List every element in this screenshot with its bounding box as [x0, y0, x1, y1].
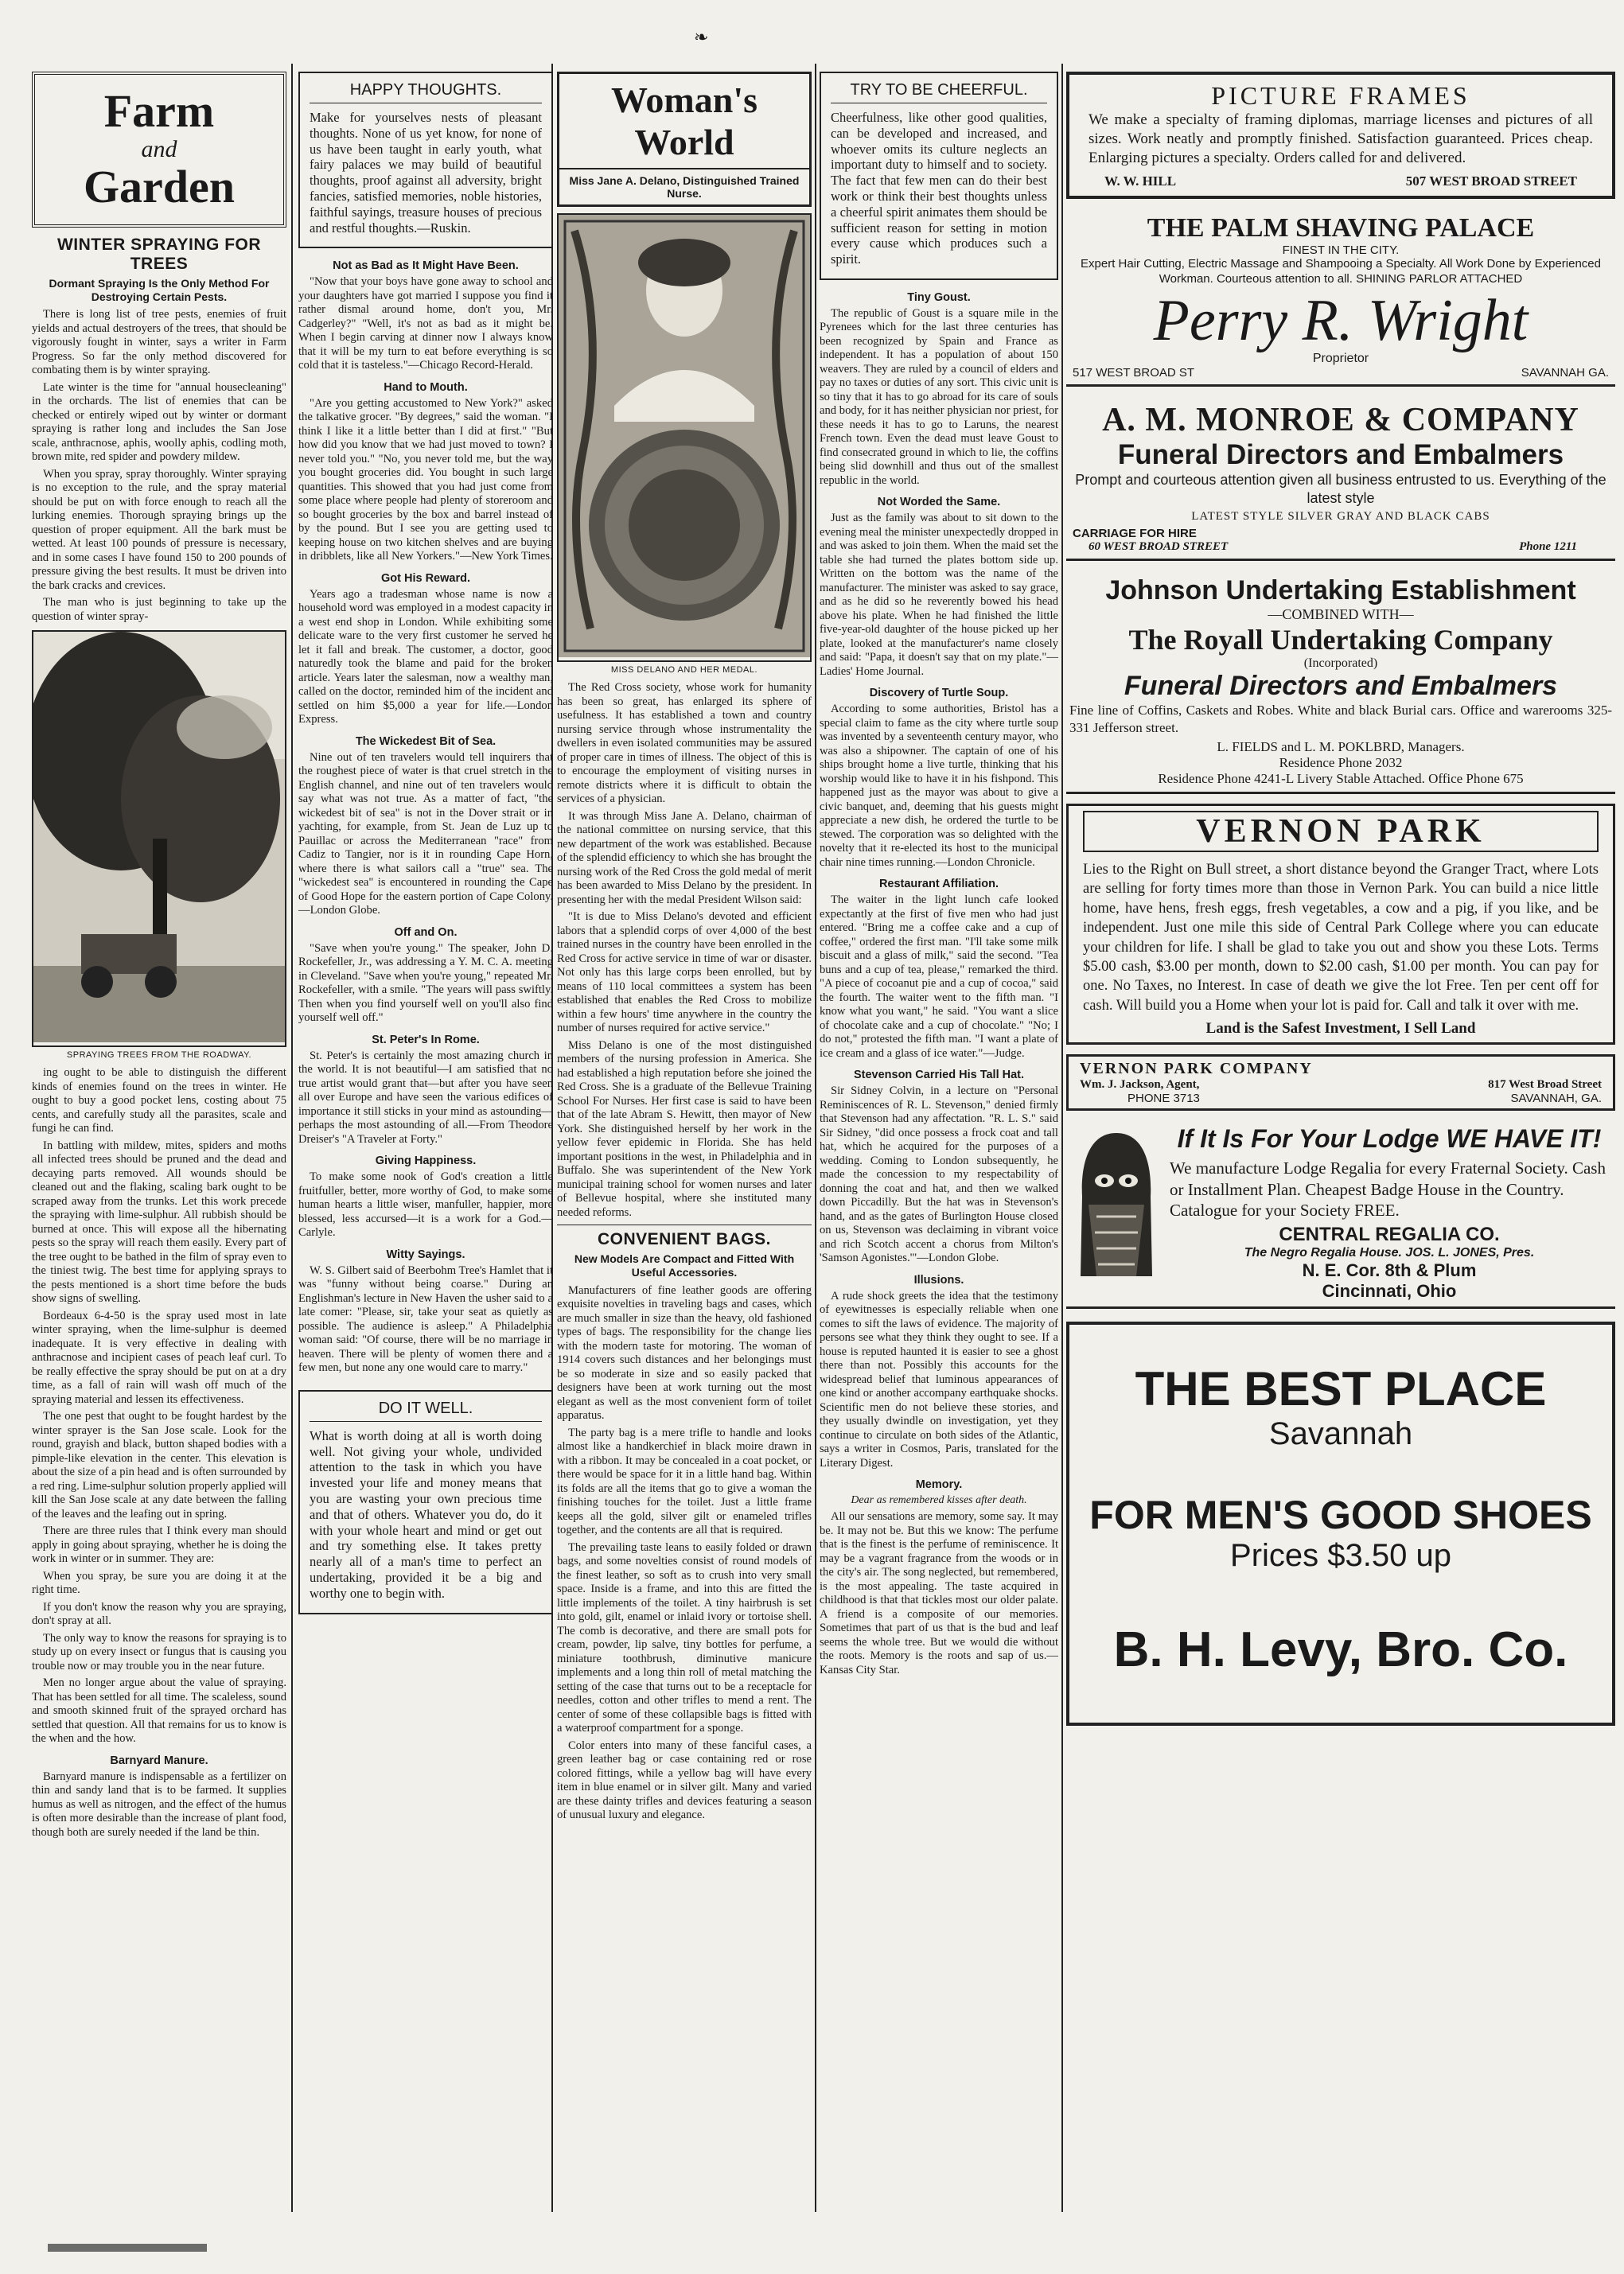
ad-text: Lies to the Right on Bull street, a short distance beyond the Granger Tract, where Lots are selling for forty times more than those in Vernon Park. You can build a nice little home, have hens, fresh eggs, fresh vegetables, a cow and a pig, if you like, and be independent. Just one mile this side of Central Park College where you can educate your children for life. I shall be glad to take you out and show you these Lots. Terms $5.00 cash, $3.00 per month, down to $2.00 cash, $1.00 per month. You can pay for one. No Taxes, no Interest. In case of death we give the lot Free. Ten per cent off for cash. Will build you a Home when your lot is paid for. Call and talk it over with me. — [1083, 861, 1599, 1014]
paragraph: The one pest that ought to be fought hardest by the winter sprayer is the San Jose scale. Look for the round, grayish and black, button shaped bodies with a pimple-like elevation in the center. This elevation is about the size of a pin head and is often surrounded by a red ring. Lime-sulphur solution properly applied will kill the San Jose scale at any date between the falling of the leaves and the leafing out in spring. — [32, 1410, 286, 1521]
palm-shaving-ad — [1066, 208, 1615, 387]
paragraph: The party bag is a mere trifle to handle and looks almost like a handkerchief in black moire drawn in with a ribbon. It may be concealed in a coat pocket, or there would be space for it in a little hand bag. Within its folds are all the items that go to give a woman the finishing touches for the toilet. Just a little frame keeps all the gold, silver gilt or enameled trifles together, and the contents are all that is required. — [557, 1426, 812, 1537]
lodge-copy — [1170, 1125, 1609, 1302]
monroe-ad — [1066, 396, 1615, 561]
ad-subtitle: Funeral Directors and Embalmers — [1117, 439, 1564, 471]
mast-title: Woman's World — [559, 74, 809, 169]
ad-company-name: VERNON PARK COMPANY — [1080, 1060, 1313, 1078]
ad-hire: CARRIAGE FOR HIRE — [1073, 527, 1197, 541]
ad-store-name: B. H. Levy, Bro. Co. — [1113, 1622, 1568, 1678]
subhead: St. Peter's In Rome. — [372, 1033, 480, 1046]
do-it-well-box — [298, 1390, 553, 1614]
subhead: Giving Happiness. — [375, 1155, 477, 1168]
ad-agent: Wm. J. Jackson, Agent, — [1080, 1078, 1200, 1092]
column-rule — [291, 64, 293, 2212]
paragraph: When you spray, spray thoroughly. Winter spraying is no exception to the rule, and the spray material should be put on with force enough to reach all the lurking enemies. Thorough spraying brings up the question of proper equipment. All the bark must be wetted. At least 100 pounds of pressure is necessary, and in some cases I have found 150 to 200 pounds of pressure giving the best results. It must be driven into the bark cracks and crevices. — [32, 467, 286, 592]
ad-address: 60 WEST BROAD STREET — [1089, 540, 1229, 554]
paragraph: The republic of Goust is a square mile in the Pyrenees which for the last three centuries has been recognized by Spain and France as independent. It has a population of about 150 weavers. They are ruled by a council of elders and pay no taxes or duties of any sort. This civic unit is so tiny that it has to go abroad for its care of souls and body, for it has neither physician nor priest, for these needs it has to go to Laruns, the nearest French town. Even the dead must leave Goust to find consecrated ground in which to lie, the coffins being slid downhill and thus out of the smallest republic in the world. — [820, 306, 1058, 487]
article-headline: CONVENIENT BAGS. — [557, 1225, 812, 1249]
mast-and: and — [141, 135, 177, 162]
ad-city: SAVANNAH GA. — [1521, 366, 1609, 380]
ad-text: Prompt and courteous attention given all business entrusted to us. Everything of the latest style — [1075, 472, 1606, 506]
ad-managers: L. FIELDS and L. M. POKLBRD, Managers. — [1217, 738, 1465, 754]
subhead: Off and On. — [394, 925, 458, 939]
ad-title: PICTURE FRAMES — [1211, 81, 1470, 110]
ad-text: Expert Hair Cutting, Electric Massage and Shampooing a Specialty. All Work Done by Experienced Workman. Courteous attention to all. SHINING PARLOR ATTACHED — [1081, 257, 1601, 286]
ad-address: 507 WEST BROAD STREET — [1405, 173, 1577, 189]
paragraph: Miss Delano is one of the most distinguished members of the nursing profession in America. She had established a high reputation before she joined the Red Cross. She is a graduate of the Bellevue Training School For Nurses. Her first case is said to have been that of the late Abram S. Hewitt, then mayor of New York. She distinguished herself by her work in the yellow fever epidemic in Florida. She has held important positions in the west, in Philadelphia and in Buffalo. She was superintendent of the New York municipal training school for women nurses and later of Bellevue hospital, where she instituted many needed reforms. — [557, 1038, 812, 1219]
subhead: Memory. — [915, 1478, 963, 1492]
box-text: What is worth doing at all is worth doing well. Not giving your whole, undivided attention to the task in which you have invested your life and money means that you are wasting your own precious time and that of others. Whatever you do, do it with your whole heart and mind or get out and try something else. It takes pretty nearly all of a man's time to perfect an undertaking, provided it be a big and worthy one to begin with. — [310, 1427, 542, 1601]
ad-name: W. W. HILL — [1104, 173, 1177, 189]
subhead: Hand to Mouth. — [384, 380, 468, 394]
mast-farm: Farm — [103, 85, 215, 137]
miscellany-column — [298, 72, 553, 2204]
subhead: Illusions. — [913, 1273, 964, 1287]
happy-thoughts-box — [298, 72, 553, 248]
box-title: TRY TO BE CHEERFUL. — [831, 81, 1047, 103]
ad-text: Fine line of Coffins, Caskets and Robes. White and black Burial cars. Office and warerooms 325-331 Jefferson street. — [1069, 703, 1612, 735]
subhead: Got His Reward. — [381, 571, 470, 585]
ad-footer — [1089, 173, 1593, 189]
column-rule — [1061, 64, 1063, 2212]
column-four — [820, 72, 1058, 2204]
ad-residence: Residence Phone 2032 — [1279, 754, 1403, 770]
ad-shoes: FOR MEN'S GOOD SHOES — [1089, 1493, 1592, 1538]
ad-title: A. M. MONROE & COMPANY — [1102, 402, 1579, 439]
paragraph: The waiter in the light lunch cafe looked expectantly at the first of five men who had just entered. "Bring me a coffee cake and a cup of coffee," ordered the first man. "I'll take some milk biscuit and a glass of milk," said the second. "Tea buns and a cup of tea, please," remarked the third. "A piece of cocoanut pie and a cup of cocoa," said the fourth. The waiter went to the fifth man. "I know what you want," he said. "You want a slice of chocolate cake and a cup of chocolate." "No; I do not," protested the fifth man. "I want a plate of ice cream and a glass of ice water."—Judge. — [820, 894, 1058, 1060]
paragraph: Sir Sidney Colvin, in a lecture on "Personal Reminiscences of R. L. Stevenson," denied firmly that Stevenson had any affectation. "R. L. S." said Sir Sidney, "did once possess a frock coat and tall hat, which he acquired for the purposes of a wedding. Coming to London subsequently, he made the concession to my respectability of donning the coat and hat, and then we walked down Piccadilly. But the hat was in Stevenson's hand, and as the gates of Burlington House closed on us, Stevenson was declaiming in vibrant voice and rich Scotch accent a chorus from Milton's 'Samson Agonistes.'"—London Globe. — [820, 1084, 1058, 1265]
paragraph: In battling with mildew, mites, spiders and moths all infected trees should be pruned and the dead and decaying parts removed. All wounds should be cleaned out and the flaking, scaling bark ought to be scraped away from the trunks. Let this work precede the spraying with lime-sulphur. All rubbish should be burned at once. This will expose all the hibernating pests so the spray will reach them easily. Every part of the tree ought to be bathed in the film of spray even to the tiniest twig. The best time for applying sprays to the pests mentioned is a short time before the buds show signs of swelling. — [32, 1139, 286, 1306]
farm-column — [32, 72, 286, 2204]
paragraph: To make some nook of God's creation a little fruitfuller, better, more worthy of God, to make some human hearts a little wiser, manfuller, happier, more blessed, less accursed—it is a work for a God.—Carlyle. — [298, 1170, 553, 1240]
ad-subtitle: FINEST IN THE CITY. — [1282, 243, 1400, 258]
paragraph: St. Peter's is certainly the most amazing church in the world. It is not beautiful—I am satisfied that no true artist would grant that—but after you have seen all over Europe and have seen the various edifices of importance it still sticks in your mind as astounding—perhaps the most astounding of all.—From Theodore Dreiser's "A Traveler at Forty." — [298, 1049, 553, 1146]
ad-address: 517 WEST BROAD ST — [1073, 366, 1195, 380]
paragraph: According to some authorities, Bristol has a special claim to fame as the city where turtle soup was invented by a seventeenth century mayor, who was also a shipowner. The captain of one of his ships brought home a live turtle, thinking that his worship would like to have it in his fishpond. This happened just as the mayor was about to give a civic banquet, and, deeming that his guests might appreciate a new dish, he ordered the turtle to be stewed. The corporation was so delighted with the novelty that it re-elected its host to the municipal chair nine times running.—London Chronicle. — [820, 703, 1058, 869]
article-deck: Dormant Spraying Is the Only Method For Destroying Certain Pests. — [49, 276, 270, 303]
ad-phone: PHONE 3713 — [1127, 1092, 1200, 1106]
box-title: DO IT WELL. — [310, 1400, 542, 1422]
mast-subtitle: Miss Jane A. Delano, Distinguished Trained Nurse. — [569, 174, 800, 200]
epigraph: Dear as remembered kisses after death. — [851, 1494, 1027, 1507]
printer-mark: ❧ — [694, 27, 709, 47]
ad-title: VERNON PARK — [1083, 811, 1599, 852]
paragraph: Nine out of ten travelers would tell inquirers that the roughest piece of water is that cruel stretch in the English channel, and nine out of ten travelers would say what was not true. As a matter of fact, "the wickedest bit of sea" is not in the Dover strait or in yachting, for example, from St. Jean de Luz up to Pauillac or across the Mediterranean "race" from Cadiz to Tangier, nor is it in rounding Cape Horn, where there is what sailors call a "true" sea. The "wickedest sea" is encountered in rounding the Cape of Good Hope for the eastern portion of Cape Colony.—London Globe. — [298, 750, 553, 917]
picture-frames-ad — [1066, 72, 1615, 199]
paragraph: All our sensations are memory, some say. It may be. It may not be. But this we know: The perfume that is the finest is the perfume of reminiscence. It may be a vagrant fragrance from the woods or in the city's air. The song neglected, but remembered, is the most appealing. The taste acquired in childhood is that that tickles most our older palate. A friend is a composite of our memories. Sometimes that part of us that is the bud and leaf seems the whole tree. But we would die without the roots. Memory is the roots and sap of us.—Kansas City Star. — [820, 1510, 1058, 1676]
ad-text: We manufacture Lodge Regalia for every Fraternal Society. Cash or Installment Plan. Cheapest Badge House in the Country. Catalogue for your Society FREE. — [1170, 1158, 1606, 1220]
ad-footer — [1073, 540, 1609, 554]
ad-row — [1080, 1078, 1602, 1092]
photo-caption: MISS DELANO AND HER MEDAL. — [610, 665, 758, 675]
johnson-ad — [1066, 570, 1615, 794]
ad-text: We make a specialty of framing diplomas, marriage licenses and pictures of all sizes. Work neatly and promptly finished. Satisfaction guaranteed. Prices cheap. Enlarging pictures a specialty. Orders called for and delivered. — [1089, 111, 1593, 166]
page-edge-mark — [48, 2244, 207, 2252]
ad-company — [1080, 1060, 1602, 1078]
ad-title: If It Is For Your Lodge WE HAVE IT! — [1177, 1124, 1602, 1154]
tree-image — [33, 632, 285, 1042]
mast-garden: Garden — [83, 160, 236, 212]
ad-footer — [1073, 366, 1609, 380]
paragraph: "Save when you're young." The speaker, John D. Rockefeller, Jr., was addressing a Y. M. C. A. meeting in Cleveland. "Save when you're young," repeated Mr. Rockefeller, with a smile. "The years will pass swiftly. Then when you find yourself well on you'll also find yourself well off." — [298, 941, 553, 1025]
paragraph: A rude shock greets the idea that the testimony of eyewitnesses is especially reliable when one comes to sift the laws of evidence. The majority of persons see what they think they ought to see. If a house is reputed haunted it is easier to see a ghost there than not. Possibly this accounts for the widespread belief that luminous appearances of one kind or another accompany earthquake shocks. Scientific men do not believe these stories, and they usually dwindle on investigation, yet they continue to circulate on both sides of the Atlantic, says a writer in Cosmos, Paris, translated for the Literary Digest. — [820, 1289, 1058, 1470]
box-text: Make for yourselves nests of pleasant thoughts. None of us yet know, for none of us have been taught in early youth, what fairy palaces we may build of beautiful thoughts, proof against all adversity, bright fancies, satisfied memories, noble histories, faithful sayings, treasure houses of precious and restful thoughts.—Ruskin. — [310, 110, 542, 236]
paragraph: The man who is just beginning to take up the question of winter spray- — [32, 596, 286, 623]
paragraph: W. S. Gilbert said of Beerbohm Tree's Hamlet that it was "funny without being coarse." During an Englishman's lecture in New Haven the usher said to a late comer: "Please, sir, take your seat as quietly as possible. The audience is asleep." A Philadelphia woman said: "Of course, there will be no marriage in heaven. There will be plenty of women there and a few men, but none any one would care to marry." — [298, 1264, 553, 1375]
box-text: Cheerfulness, like other good qualities, can be developed and increased, and whoever omits its culture neglects an important duty to himself and to society. The fact that few men can do their best work or think their best thoughts unless a cheerful spirit animates them should be sufficient reason for setting in motion every cause which produces such a spirit. — [831, 110, 1047, 267]
ad-house: The Negro Regalia House. JOS. L. JONES, Pres. — [1244, 1246, 1535, 1260]
spraying-photo — [32, 630, 286, 1047]
ad-price: Prices $3.50 up — [1230, 1538, 1451, 1574]
paragraph: Years ago a tradesman whose name is now a household word was employed in a modest capacity in a west end shop in London. While exhibiting some delicate ware to the very first customer he served he let it fall and break. The customer, a doctor, good naturedly took the blame and paid for the broken article. Years later the salesman, now a wealthy man, called on the doctor, reminded him of the incident and settled on him $5,000 a year for life.—London Express. — [298, 587, 553, 726]
paragraph: Bordeaux 6-4-50 is the spray used most in late winter spraying, when the lime-sulphur is deemed inadequate. It is very effective in dealing with anthracnose and incipient cases of peach leaf curl. To be really effective the spray should be put on at a dry time, as a fall of rain will wash off much of the spraying material and lessen its effectiveness. — [32, 1309, 286, 1406]
paragraph: It was through Miss Jane A. Delano, chairman of the national committee on nursing service, that this new department of the work was established. Because of the splendid efficiency to which she has brought the nursing work of the Red Cross the gold medal of merit has been awarded to Miss Delano by the president. In presenting her with the medal President Wilson said: — [557, 809, 812, 906]
ad-subtitle: The Royall Undertaking Company — [1128, 624, 1553, 656]
paragraph: There are three rules that I think every man should apply in going about spraying, whether he is doing the work in winter or in summer. They are: — [32, 1524, 286, 1566]
paragraph: "Now that your boys have gone away to school and your daughters have got married I suppose you find it rather dismal around home, don't you, Mr. Cadgerley?" "Well, it's not as bad as it might be. When I begin carving at dinner now I always know that it will be my turn to eat before everything is so cold that it is tasteless."—Chicago Record-Herald. — [298, 275, 553, 372]
hooded-figure-icon — [1073, 1125, 1160, 1284]
ad-city: Cincinnati, Ohio — [1322, 1281, 1457, 1302]
ad-cabs: LATEST STYLE SILVER GRAY AND BLACK CABS — [1191, 510, 1490, 524]
paragraph: There is long list of tree pests, enemies of fruit yields and actual destroyers of the trees, that should be vigorously fought in winter, says a writer in Farm Progress. So far the only method discovered for combating them is by winter spraying. — [32, 308, 286, 377]
delano-portrait — [557, 213, 812, 662]
ad-title: THE BEST PLACE — [1135, 1362, 1547, 1416]
ad-city: SAVANNAH, GA. — [1510, 1092, 1602, 1106]
ad-funeral-line: Funeral Directors and Embalmers — [1124, 671, 1558, 702]
ads-column — [1066, 72, 1615, 2220]
masked-figure — [1073, 1125, 1160, 1302]
ad-phone: Phone 1211 — [1519, 540, 1577, 554]
ad-role: Proprietor — [1312, 352, 1369, 366]
subhead: Barnyard Manure. — [110, 1754, 208, 1767]
cheerful-box — [820, 72, 1058, 280]
subhead: Stevenson Carried His Tall Hat. — [853, 1069, 1025, 1082]
photo-caption: SPRAYING TREES FROM THE ROADWAY. — [66, 1050, 252, 1061]
paragraph: When you spray, be sure you are doing it at the right time. — [32, 1569, 286, 1597]
paragraph: The only way to know the reasons for spraying is to study up on every insect or fungus that is causing you trouble now or may trouble you in the near future. — [32, 1631, 286, 1672]
levy-shoes-ad — [1066, 1322, 1615, 1726]
paragraph: "It is due to Miss Delano's devoted and efficient labors that a splendid corps of over 4,000 of the best trained nurses in the country have been enrolled in the Red Cross for active service in time of war or disaster. Not only has this large corps been enrolled, but by means of 110 local committees a system has been established that enables the Red Cross to mobilize within a few hours' time anywhere in the country the number of nurses required for active service." — [557, 910, 812, 1034]
subhead: Discovery of Turtle Soup. — [869, 687, 1009, 700]
paragraph: Men no longer argue about the value of spraying. That has been settled for all time. The scaleless, sound and smooth skinned fruit of the sprayed orchard has settled that question. All that remains for us to know is the when and the how. — [32, 1676, 286, 1746]
ad-address: N. E. Cor. 8th & Plum — [1302, 1260, 1477, 1281]
farm-masthead — [32, 72, 286, 228]
ad-combined: —COMBINED WITH— — [1268, 606, 1414, 623]
subhead: Witty Sayings. — [386, 1248, 465, 1261]
subhead: Not Worded the Same. — [877, 496, 1001, 509]
ad-city: Savannah — [1268, 1416, 1413, 1452]
paragraph: If you don't know the reason why you are spraying, don't spray at all. — [32, 1600, 286, 1628]
portrait-image — [559, 215, 810, 657]
subhead: Restaurant Affiliation. — [878, 878, 999, 891]
article-headline: WINTER SPRAYING FOR TREES — [56, 235, 262, 273]
paragraph: ing ought to be able to distinguish the different kinds of enemies found on the trees in winter. He ought to buy a good pocket lens, costing about 75 cents, and carefully study all the parasites, scale and fungi he can find. — [32, 1066, 286, 1135]
box-title: HAPPY THOUGHTS. — [310, 81, 542, 103]
paragraph: Late winter is the time for "annual housecleaning" in the orchards. The list of enemies that can be checked or entirely wiped out by winter or dormant spraying is rather long and includes the San Jose scale, anthracnose, aphis, woolly aphis, codling moth, brown mite, red spider and powdery mildew. — [32, 380, 286, 464]
ad-title: Johnson Undertaking Establishment — [1105, 575, 1576, 606]
subhead: The Wickedest Bit of Sea. — [355, 734, 497, 748]
ad-row — [1080, 1092, 1602, 1105]
subhead: Not as Bad as It Might Have Been. — [333, 259, 519, 273]
column-rule — [815, 64, 816, 2212]
lodge-regalia-ad — [1066, 1120, 1615, 1309]
ad-company-name: CENTRAL REGALIA CO. — [1279, 1224, 1500, 1246]
article-deck: New Models Are Compact and Fitted With Useful Accessories. — [574, 1252, 795, 1279]
paragraph: "Are you getting accustomed to New York?" asked the talkative grocer. "By degrees," said the woman. "I think I like it a little better than I did at first." "But how did you know that we had just moved to town? I never told you." "No, you never told me, but the way you bought groceries did. You bought in such large quantities. This showed that you had just come from some place where people had plenty of storeroom and so bought groceries by the box and barrel instead of by the pound. But I see you are getting used to keeping house on two kitchen shelves and are buying in dribblets, like all New Yorkers."—New York Times. — [298, 396, 553, 563]
vernon-park-company-ad — [1066, 1054, 1615, 1111]
ad-title: THE PALM SHAVING PALACE — [1147, 213, 1535, 243]
paragraph: Barnyard manure is indispensable as a fertilizer on thin and sandy land that is to be farmed. It supplies humus as well as nitrogen, and the effect of the humus is often more desirable than the increase of plant food, though both are surely needed if the land be thin. — [32, 1770, 286, 1839]
womans-world-column — [557, 72, 812, 2204]
ad-phones: Residence Phone 4241-L Livery Stable Attached. Office Phone 675 — [1158, 770, 1524, 786]
womans-world-masthead — [557, 72, 812, 207]
paragraph: Color enters into many of these fanciful cases, a green leather bag or case containing red or rose colored fittings, while a yellow bag will have every item in blue enamel or in silver gilt. Many and varied are these dainty trifles and devices featuring a season of unusual luxury and elegance. — [557, 1739, 812, 1822]
subhead: Tiny Goust. — [907, 290, 971, 304]
vernon-park-ad — [1066, 804, 1615, 1045]
paragraph: Just as the family was about to sit down to the evening meal the minister unexpectedly dropped in and was asked to join them. When the maid set the table she had turned the plates bottom side up. Written on the bottom was the name of the manufacturer. The minister was asked to say grace, and as he did so he reverently bowed his head above his plate. When he had finished the little five-year-old daughter of the house picked up her plate, looked at the manufacturer's name closely and said: "Papa, it doesn't say that on my plate."—Ladies' Home Journal. — [820, 512, 1058, 678]
paragraph: The Red Cross society, whose work for humanity has been so great, has enlarged its sphere of usefulness. It has established a town and country nursing service through whose instrumentality the dwellers in even isolated communities may be assured of proper care in times of illness. The object of this is to encourage the employment of visiting nurses in remote districts where it is difficult to obtain the services of a physician. — [557, 681, 812, 805]
paragraph: The prevailing taste leans to easily folded or drawn bags, and some novelties consist of round models of the finest leather, so soft as to crush into very small space. Inside is a frame, and into this are fitted the little implements of the toilet. A tiny hairbrush is set into gold, gilt, enamel or inlaid ivory or tortoise shell. The comb is decorative, and there are small pots for cream, powder, lip salve, tiny bottles for perfume, a miniature toothbrush, diminutive manicure implements and a long thin roll of metal matching the setting of the case that turns out to be a receptacle for needles, cotton and other trifles to mend a rent. The center of some of these collapsible bags is fitted with a waterproof compartment for a sponge. — [557, 1540, 812, 1735]
ad-proprietor-name: Perry R. Wright — [1153, 287, 1529, 353]
ad-safe: Land is the Safest Investment, I Sell Land — [1205, 1020, 1476, 1038]
ad-address: 817 West Broad Street — [1488, 1078, 1602, 1092]
paragraph: Manufacturers of fine leather goods are offering exquisite novelties in traveling bags and cases, which are much smaller in size than the heavy, old fashioned types of bags. The responsibility for the change lies with the modern taste for motoring. The woman of 1914 covers such distances and her belongings must be so moderate in size and so easily packed that designers have been at work turning out the most elegant as well as the most convenient form of toilet apparatus. — [557, 1283, 812, 1423]
ad-incorporated: (Incorporated) — [1303, 656, 1378, 671]
